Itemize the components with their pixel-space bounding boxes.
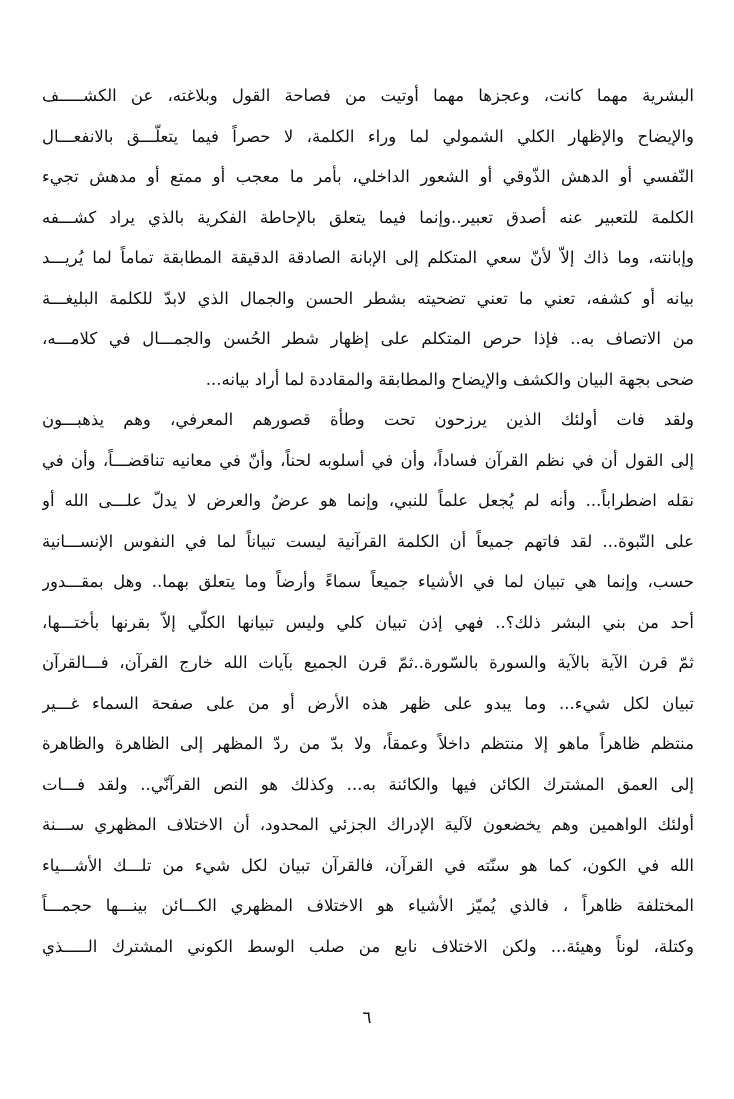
text-line: وكتلة، لوناً وهيئة... ولكن الاختلاف نابع من صلب الوسط الكوني المشترك الـــــذي: [42, 936, 694, 956]
paragraph-2: [42, 400, 694, 967]
text-line: وإبانته، وما ذاك إلاّ لأنّ سعي المتكلم إلى الإبانة الصادقة الدقيقة المطابقة تماماً لما يُريـــد: [42, 248, 694, 267]
text-line: تبيان لكل شيء... وما يبدو على ظهر هذه الأرض أو من على صفحة السماء غـــير: [42, 693, 694, 713]
text-line: النّفسي أو الدهش الذّوقي أو الشعور الداخلي، بأمر ما معجب أو ممتع أو مدهش تجيء: [42, 167, 694, 186]
text-line: المختلفة ظاهراً ، فالذي يُميّز الأشياء هو الاختلاف المظهري الكـــائن بينـــها حجمـــاً: [42, 896, 694, 915]
paragraph-1: [42, 76, 694, 400]
text-line: حسب، وإنما هي تبيان لما في الأشياء جميعاً سماءً وأرضاً وما يتعلق بهما.. وهل بمقـــدور: [42, 572, 694, 591]
text-line: نقله اضطراباً... وأنه لم يُجعل علماً للنبي، وإنما هو عرضٌ والعرض لا يدلّ علـــى الله أو: [42, 491, 694, 510]
text-line: أحد من بني البشر ذلك؟.. فهي إذن تبيان كلي وليس تبيانها الكلّي إلاّ بقرنها بأختـــها،: [42, 612, 694, 632]
text-line: من الاتصاف به.. فإذا حرص المتكلم على إظهار شطر الحُسن والجمـــال في كلامـــه،: [42, 329, 694, 348]
text-line: أولئك الواهمين وهم يخضعون لآلية الإدراك الجزئي المحدود، أن الاختلاف المظهري ســـنة: [42, 815, 694, 834]
text-line: ثمّ قرن الآية بالآية والسورة بالسّورة..ثمّ قرن الجميع بآيات الله خارج القرآن، فـــالقرآن: [42, 653, 694, 672]
text-line: البشرية مهما كانت، وعجزها مهما أوتيت من فصاحة القول وبلاغته، عن الكشـــــف: [42, 86, 694, 105]
text-line: ضحى بجهة البيان والكشف والإيضاح والمطابقة والمقاددة لما أراد بيانه...: [205, 369, 694, 389]
text-line: الله في الكون، كما هو سنّته في القرآن، فالقرآن تبيان لكل شيء من تلـــك الأشـــياء: [42, 855, 694, 875]
text-line: والإيضاح والإظهار الكلي الشمولي لما وراء الكلمة، لا حصراً فيما يتعلّـــق بالانفعـــال: [42, 126, 694, 146]
text-line: إلى العمق المشترك الكائن فيها والكائنة به... وكذلك هو النص القرآنّي.. ولقد فـــات: [42, 774, 694, 794]
text-line: ولقد فات أولئك الذين يرزحون تحت وطأة قصورهم المعرفي، وهم يذهبـــون: [42, 410, 694, 429]
page-number: ٦: [362, 1008, 372, 1028]
text-line: بيانه أو كشفه، تعني ما تعني تضحيته بشطر الحسن والجمال الذي لابدّ للكلمة البليغـــة: [42, 288, 694, 308]
text-line: الكلمة للتعبير عنه أصدق تعبير..وإنما فيما يتعلق بالإحاطة الفكرية بالذي يراد كشـــفه: [42, 207, 694, 227]
body-text: [42, 76, 694, 967]
text-line: إلى القول أن في نظم القرآن فساداً، وأن في أسلوبه لحناً، وأنّ في معانيه تناقضـــاً، وأن في: [42, 450, 694, 470]
text-line: على النّبوة... لقد فاتهم جميعاً أن الكلمة القرآنية ليست تبياناً لما في النفوس الإنســـانية: [42, 531, 694, 551]
text-line: منتظم ظاهراً ماهو إلا منتظم داخلاً وعمقاً، ولا بدّ من ردّ المظهر إلى الظاهرة والظاهرة: [42, 734, 694, 753]
